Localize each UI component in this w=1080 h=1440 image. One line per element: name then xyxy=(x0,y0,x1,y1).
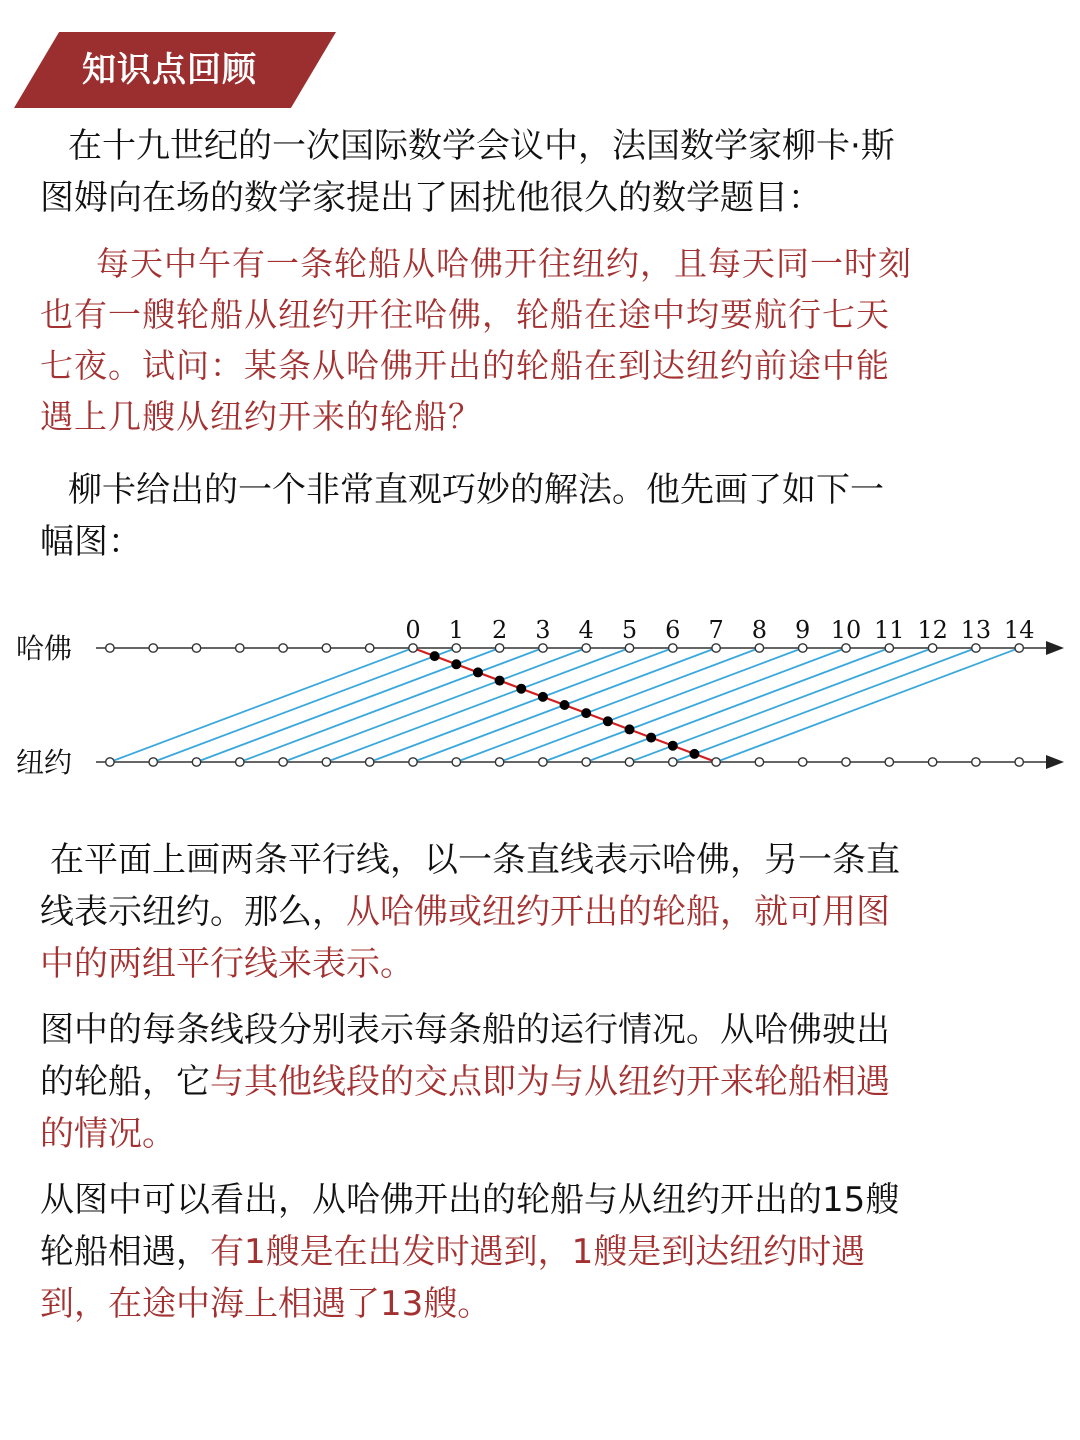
explain-paragraph-1 xyxy=(40,834,1025,990)
harvard-day-marker xyxy=(409,644,417,652)
newyork-day-marker xyxy=(452,758,460,766)
newyork-day-marker xyxy=(149,758,157,766)
ship-line-newyork-to-harvard xyxy=(456,648,759,762)
newyork-day-marker xyxy=(236,758,244,766)
newyork-day-marker xyxy=(192,758,200,766)
harvard-day-marker xyxy=(842,644,850,652)
problem-line-2: 也有一艘轮船从纽约开往哈佛，轮船在途中均要航行七天 xyxy=(40,295,890,334)
meeting-dot xyxy=(603,716,613,726)
newyork-day-marker xyxy=(755,758,763,766)
harvard-day-marker xyxy=(625,644,633,652)
day-tick-label: 14 xyxy=(1003,616,1035,644)
harvard-day-marker xyxy=(452,644,460,652)
ship-meeting-diagram xyxy=(0,600,1080,800)
newyork-day-marker xyxy=(928,758,936,766)
explain2-line-3: 的情况。 xyxy=(40,1114,176,1154)
harvard-day-marker xyxy=(885,644,893,652)
harvard-arrowhead xyxy=(1046,641,1064,655)
harvard-day-marker xyxy=(712,644,720,652)
explain2-line-1: 图中的每条线段分别表示每条船的运行情况。从哈佛驶出 xyxy=(40,1010,890,1050)
ship-line-newyork-to-harvard xyxy=(153,648,456,762)
harvard-day-marker xyxy=(539,644,547,652)
lead-paragraph xyxy=(40,464,1025,568)
ship-line-newyork-to-harvard xyxy=(586,648,889,762)
explain2-line-2b: 与其他线段的交点即为与从纽约开来轮船相遇 xyxy=(210,1062,890,1102)
explain1-line-2b: 从哈佛或纽约开出的轮船，就可用图 xyxy=(346,892,890,932)
harvard-day-marker xyxy=(1015,644,1023,652)
day-tick-label: 1 xyxy=(448,616,464,644)
explain3-line-1: 从图中可以看出，从哈佛开出的轮船与从纽约开出的15艘 xyxy=(40,1180,900,1220)
explain1-line-1: 在平面上画两条平行线，以一条直线表示哈佛，另一条直 xyxy=(50,840,900,880)
newyork-day-marker xyxy=(582,758,590,766)
day-tick-label: 0 xyxy=(405,616,421,644)
newyork-day-marker xyxy=(972,758,980,766)
banner-title: 知识点回顾 xyxy=(82,50,257,90)
newyork-day-marker xyxy=(712,758,720,766)
explain-paragraph-2 xyxy=(40,1004,1025,1160)
explain1-line-2a: 线表示纽约。那么， xyxy=(40,892,346,932)
harvard-day-marker xyxy=(755,644,763,652)
day-tick-label: 9 xyxy=(795,616,811,644)
explain3-line-2b: 有1艘是在出发时遇到，1艘是到达纽约时遇 xyxy=(210,1232,866,1272)
newyork-label: 纽约 xyxy=(16,746,73,779)
problem-line-1: 每天中午有一条轮船从哈佛开往纽约，且每天同一时刻 xyxy=(96,244,912,283)
meeting-dot xyxy=(538,692,548,702)
harvard-day-marker xyxy=(149,644,157,652)
explain3-line-3: 到，在途中海上相遇了13艘。 xyxy=(40,1284,492,1324)
newyork-day-marker xyxy=(322,758,330,766)
meeting-dot xyxy=(560,700,570,710)
harvard-label: 哈佛 xyxy=(16,632,73,665)
intro-paragraph xyxy=(40,120,1025,224)
day-tick-label: 7 xyxy=(708,616,724,644)
ship-line-newyork-to-harvard xyxy=(240,648,543,762)
newyork-day-marker xyxy=(1015,758,1023,766)
harvard-day-marker xyxy=(582,644,590,652)
newyork-arrowhead xyxy=(1046,755,1064,769)
problem-line-4: 遇上几艘从纽约开来的轮船？ xyxy=(40,397,482,436)
harvard-day-marker xyxy=(972,644,980,652)
ship-line-newyork-to-harvard xyxy=(326,648,629,762)
meeting-dot xyxy=(451,659,461,669)
harvard-day-marker xyxy=(106,644,114,652)
meeting-dot xyxy=(495,676,505,686)
harvard-day-marker xyxy=(192,644,200,652)
day-tick-label: 3 xyxy=(535,616,551,644)
ship-line-newyork-to-harvard xyxy=(283,648,586,762)
day-tick-label: 12 xyxy=(917,616,948,644)
day-tick-label: 4 xyxy=(578,616,594,644)
ship-line-newyork-to-harvard xyxy=(110,648,413,762)
harvard-day-marker xyxy=(279,644,287,652)
day-tick-label: 11 xyxy=(874,616,905,644)
newyork-day-marker xyxy=(625,758,633,766)
harvard-day-marker xyxy=(322,644,330,652)
explain2-line-2a: 的轮船，它 xyxy=(40,1062,210,1102)
ship-line-newyork-to-harvard xyxy=(543,648,846,762)
newyork-day-marker xyxy=(885,758,893,766)
newyork-day-marker xyxy=(669,758,677,766)
day-tick-label: 5 xyxy=(621,616,638,644)
newyork-day-marker xyxy=(106,758,114,766)
harvard-day-marker xyxy=(236,644,244,652)
lead-line-1: 柳卡给出的一个非常直观巧妙的解法。他先画了如下一 xyxy=(68,470,884,510)
meeting-dot xyxy=(625,724,635,734)
newyork-day-marker xyxy=(366,758,374,766)
day-tick-label: 6 xyxy=(665,616,681,644)
ship-line-newyork-to-harvard xyxy=(673,648,976,762)
newyork-day-marker xyxy=(495,758,503,766)
newyork-day-marker xyxy=(409,758,417,766)
problem-line-3: 七夜。试问：某条从哈佛开出的轮船在到达纽约前途中能 xyxy=(40,346,890,385)
newyork-day-marker xyxy=(279,758,287,766)
meeting-dot xyxy=(473,667,483,677)
meeting-dot xyxy=(668,741,678,751)
newyork-day-marker xyxy=(842,758,850,766)
lead-line-2: 幅图： xyxy=(40,522,142,562)
harvard-day-marker xyxy=(495,644,503,652)
harvard-day-marker xyxy=(799,644,807,652)
day-tick-label: 10 xyxy=(830,616,862,644)
problem-quote xyxy=(40,238,1025,442)
meeting-dot xyxy=(430,651,440,661)
explain1-line-3: 中的两组平行线来表示。 xyxy=(40,944,414,984)
explain-paragraph-3 xyxy=(40,1174,1025,1330)
ship-line-newyork-to-harvard xyxy=(500,648,803,762)
meeting-dot xyxy=(646,733,656,743)
day-tick-label: 2 xyxy=(491,616,508,644)
day-tick-label: 13 xyxy=(960,616,992,644)
newyork-day-marker xyxy=(799,758,807,766)
ship-line-newyork-to-harvard xyxy=(716,648,1019,762)
newyork-day-marker xyxy=(539,758,547,766)
harvard-day-marker xyxy=(928,644,936,652)
meeting-dot xyxy=(581,708,591,718)
meeting-dot xyxy=(516,684,526,694)
harvard-day-marker xyxy=(366,644,374,652)
harvard-day-marker xyxy=(669,644,677,652)
day-tick-label: 8 xyxy=(751,616,768,644)
explain3-line-2a: 轮船相遇， xyxy=(40,1232,210,1272)
meeting-dot xyxy=(689,749,699,759)
intro-line-2: 图姆向在场的数学家提出了困扰他很久的数学题目： xyxy=(40,178,822,218)
ship-line-newyork-to-harvard xyxy=(370,648,673,762)
intro-line-1: 在十九世纪的一次国际数学会议中，法国数学家柳卡·斯 xyxy=(68,126,895,166)
